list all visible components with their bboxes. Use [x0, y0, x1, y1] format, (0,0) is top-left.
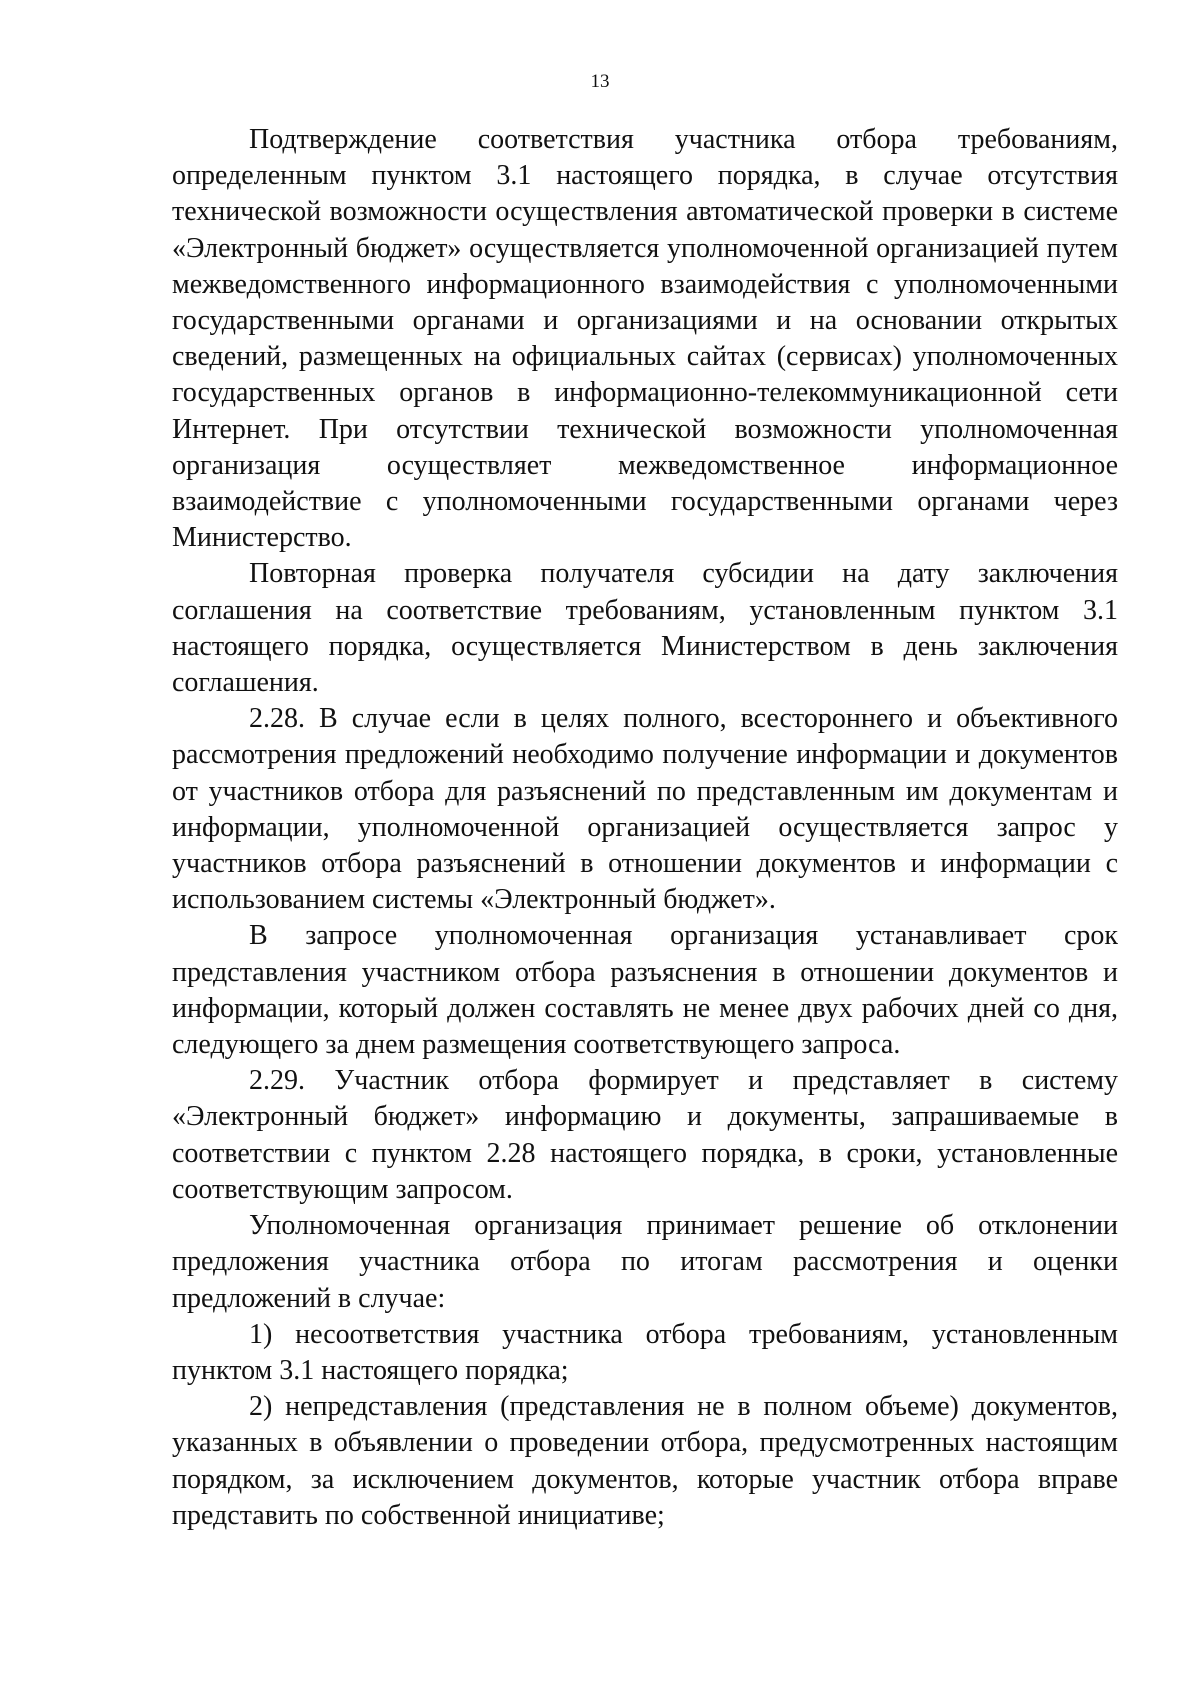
list-item-1: 1) несоответствия участника отбора требованиям, установленным пунктом 3.1 настоящего порядка;	[172, 1318, 1118, 1386]
paragraph-2-29: 2.29. Участник отбора формирует и представляет в систему «Электронный бюджет» информацию и документы, запрашиваемые в соответствии с пунктом 2.28 настоящего порядка, в сроки, установленные соответствующим запросом.	[172, 1065, 1118, 1205]
list-item-2: 2) непредставления (представления не в полном объеме) документов, указанных в объявлении о проведении отбора, предусмотренных настоящим порядком, за исключением документов, которые участник отбора вправе представить по собственной инициативе;	[172, 1391, 1118, 1531]
paragraph-confirmation: Подтверждение соответствия участника отбора требованиям, определенным пунктом 3.1 настоящего порядка, в случае отсутствия технической возможности осуществления автоматической проверки в системе «Электронный бюджет» осуществляется уполномоченной организацией путем межведомственного информационного взаимодействия с уполномоченными государственными органами и организациями и на основании открытых сведений, размещенных на официальных сайтах (сервисах) уполномоченных государственных органов в информационно-телекоммуникационной сети Интернет. При отсутствии технической возможности уполномоченная организация осуществляет межведомственное информационное взаимодействие с уполномоченными государственными органами через Министерство.	[172, 124, 1118, 554]
paragraph-rejection-intro: Уполномоченная организация принимает решение об отклонении предложения участника отбора по итогам рассмотрения и оценки предложений в случае:	[172, 1210, 1118, 1314]
paragraph-repeat-check: Повторная проверка получателя субсидии на дату заключения соглашения на соответствие требованиям, установленным пунктом 3.1 настоящего порядка, осуществляется Министерством в день заключения соглашения.	[172, 558, 1118, 699]
document-body	[172, 122, 1118, 1534]
page-number: 13	[590, 71, 610, 92]
paragraph-2-28: 2.28. В случае если в целях полного, всестороннего и объективного рассмотрения предложений необходимо получение информации и документов от участников отбора для разъяснений по представленным им документам и информации, уполномоченной организацией осуществляется запрос у участников отбора разъяснений в отношении документов и информации с использованием системы «Электронный бюджет».	[172, 703, 1118, 916]
paragraph-request-deadline: В запросе уполномоченная организация устанавливает срок представления участником отбора разъяснения в отношении документов и информации, который должен составлять не менее двух рабочих дней со дня, следующего за днем размещения соответствующего запроса.	[172, 920, 1118, 1061]
